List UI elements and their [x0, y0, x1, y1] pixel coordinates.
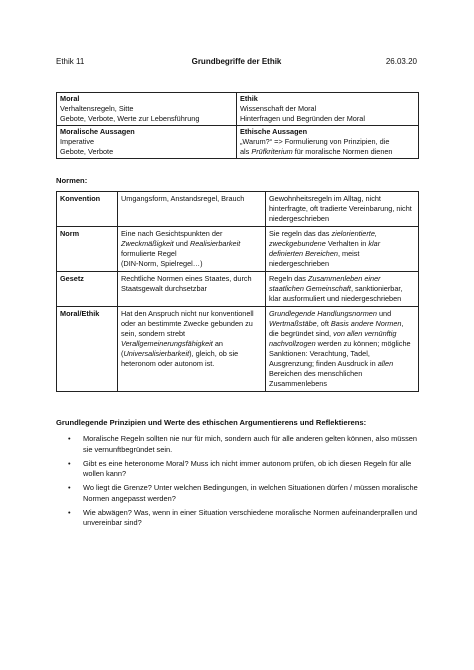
ethik-heading: Ethik [240, 94, 258, 103]
moral-line-1: Verhaltensregeln, Sitte [60, 104, 134, 113]
moral-cell [57, 93, 237, 126]
text-run: an ( [121, 339, 223, 358]
text-run: ), gleich, ob sie heteronom oder autonom ist. [121, 349, 239, 368]
list-item [68, 483, 418, 504]
text-run-italic: Zweckmäßigkeit [121, 239, 174, 248]
text-run-italic: Basis andere Normen [330, 319, 402, 328]
normen-table [56, 191, 419, 392]
moral-ethik-definition [118, 307, 266, 392]
konvention-definition: Umgangsform, Anstandsregel, Brauch [118, 192, 266, 227]
table-row [57, 307, 419, 392]
list-item-text: Wo liegt die Grenze? Unter welchen Bedingungen, in welchen Situationen dürfen / müssen moralische Normen angepasst werden? [83, 483, 418, 503]
text-run: für moralische Normen dienen [292, 147, 393, 156]
table-row [57, 93, 419, 126]
table-row [57, 227, 419, 272]
list-item-text: Moralische Regeln sollten nie nur für mich, sondern auch für alle anderen gelten können, also müssen sie vernunftbegründet sein. [83, 434, 418, 454]
text-run: und [173, 239, 190, 248]
text-run-italic: zielorientierte, zweckgebundene [269, 229, 377, 248]
norm-definition [118, 227, 266, 272]
gesetz-description [266, 272, 419, 307]
konvention-key: Konvention [57, 192, 118, 227]
ethische-aussagen-line-2 [240, 147, 416, 157]
norm-key: Norm [57, 227, 118, 272]
course-label: Ethik 11 [56, 57, 85, 66]
text-run-italic: von allen vernünftig nachvollzogen [269, 329, 397, 348]
moral-ethik-table [56, 92, 419, 159]
text-run: werden zu können; mögliche Sanktionen: Verachtung, Tadel, Ausgrenzung; finden Ausdruck in [269, 339, 411, 368]
text-run-italic: Realisierbarkeit [189, 239, 241, 248]
text-run: und [376, 309, 392, 318]
normen-heading: Normen: [56, 176, 88, 185]
moralische-aussagen-line-2: Gebote, Verbote [60, 147, 114, 156]
konvention-description: Gewohnheitsregeln im Alltag, nicht hinterfragte, oft tradierte Vereinbarung, nicht niedergeschrieben [266, 192, 419, 227]
text-run: Regeln das [269, 274, 308, 283]
norm-description [266, 227, 419, 272]
text-run-italic: Universalisierbarkeit [123, 349, 190, 358]
text-run-italic: Zusammenleben einer staatlichen Gemeinschaft [269, 274, 381, 293]
list-item [68, 459, 418, 480]
text-run-italic: Wertmaßstäbe [269, 319, 317, 328]
moralische-aussagen-heading: Moralische Aussagen [60, 127, 135, 136]
text-run: , meist niedergeschrieben [269, 249, 360, 268]
text-run-italic: Grundlegende Handlungsnormen [269, 309, 377, 318]
list-item [68, 508, 418, 529]
bullet-icon: • [68, 483, 71, 492]
table-row [57, 192, 419, 227]
text-run: Hat den Anspruch nicht nur konventionell oder an bestimmte Zwecke gebunden zu sein, sondern strebt [121, 309, 254, 338]
text-run-italic: allen [377, 359, 394, 368]
bullet-icon: • [68, 434, 71, 443]
text-run-italic: Verallgemeinerungsfähigkeit [121, 339, 213, 348]
text-run: , sanktionierbar, klar ausformuliert und niedergeschrieben [269, 284, 403, 303]
text-run: Sie regeln das das [269, 229, 332, 238]
ethische-aussagen-line-1: „Warum?“ => Formulierung von Prinzipien, die [240, 137, 390, 146]
text-run: (DIN-Norm, Spielregel…) [121, 259, 203, 268]
moralische-aussagen-line-1: Imperative [60, 137, 95, 146]
gesetz-definition: Rechtliche Normen eines Staates, durch Staatsgewalt durchsetzbar [118, 272, 266, 307]
bullet-icon: • [68, 507, 71, 517]
text-run: , oft [316, 319, 331, 328]
moral-ethik-key: Moral/Ethik [57, 307, 118, 392]
list-item-text: Wie abwägen? Was, wenn in einer Situation verschiedene moralische Normen aufeinanderprallen und unvereinbar sind? [83, 507, 418, 527]
moral-ethik-description [266, 307, 419, 392]
list-item [68, 434, 418, 455]
prinzipien-heading: Grundlegende Prinzipien und Werte des ethischen Argumentierens und Reflektierens: [56, 418, 367, 427]
gesetz-key: Gesetz [57, 272, 118, 307]
bullet-icon: • [68, 458, 71, 468]
ethik-line-1: Wissenschaft der Moral [240, 104, 317, 113]
text-run-italic: Prüfkriterium [251, 147, 293, 156]
table-row [57, 272, 419, 307]
text-run-italic: klar definierten Bereichen [269, 239, 381, 258]
text-run: formulierte Regel [121, 249, 177, 258]
page-title: Grundbegriffe der Ethik [191, 57, 282, 66]
moralische-aussagen-cell [57, 126, 237, 159]
ethische-aussagen-cell [237, 126, 419, 159]
list-item-text: Gibt es eine heteronome Moral? Muss ich nicht immer autonom prüfen, ob ich diesen Regeln für alle wollen kann? [83, 458, 412, 478]
text-run: , die begründet sind, [269, 319, 404, 338]
text-run: Verhalten in [325, 239, 369, 248]
table-row [57, 126, 419, 159]
prinzipien-list [68, 434, 418, 532]
ethische-aussagen-heading: Ethische Aussagen [240, 127, 308, 136]
moral-line-2: Gebote, Verbote, Werte zur Lebensführung [60, 114, 200, 123]
ethik-cell [237, 93, 419, 126]
page-header [56, 57, 417, 69]
ethik-line-2: Hinterfragen und Begründen der Moral [240, 114, 365, 123]
text-run: als [240, 147, 252, 156]
date-label: 26.03.20 [385, 57, 417, 66]
moral-heading: Moral [60, 94, 80, 103]
text-run: Bereichen des menschlichen Zusammenlebens [269, 369, 363, 388]
text-run: Eine nach Gesichtspunkten der [121, 229, 223, 238]
